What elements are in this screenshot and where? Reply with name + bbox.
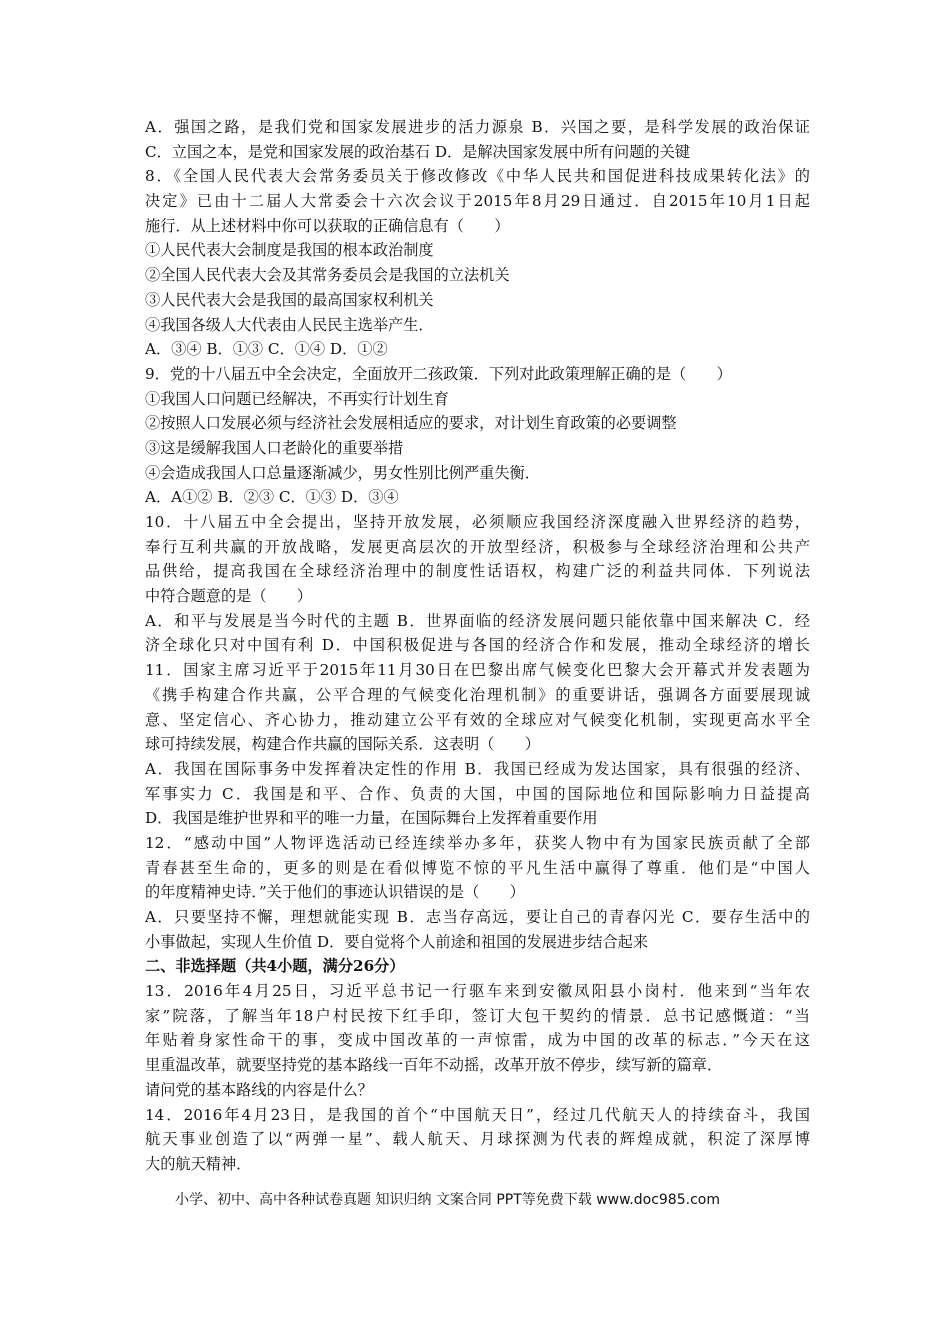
text-line: C．立国之本，是党和国家发展的政治基石 D．是解决国家发展中所有问题的关键 [145, 142, 690, 161]
text-line: 8．《全国人民代表大会常务委员关于修改修改《中华人民共和国促进科技成果转化法》的 [145, 167, 810, 186]
text-line: ③这是缓解我国人口老龄化的重要举措 [145, 438, 404, 457]
document-body [145, 115, 810, 1177]
text-line: 航天事业创造了以“两弹一星”、载人航天、月球探测为代表的辉煌成就，积淀了深厚博 [145, 1130, 810, 1149]
text-line: ①人民代表大会制度是我国的根本政治制度 [145, 241, 434, 260]
text-line: ④我国各级人大代表由人民民主选举产生． [145, 315, 434, 334]
text-line: ③人民代表大会是我国的最高国家权利机关 [145, 290, 434, 309]
text-line: 品供给，提高我国在全球经济治理中的制度性话语权，构建广泛的利益共同体．下列说法 [145, 562, 810, 581]
text-line: 11．国家主席习近平于2015年11月30日在巴黎出席气候变化巴黎大会开幕式并发表题为 [145, 661, 810, 680]
text-line: ②按照人口发展必须与经济社会发展相适应的要求，对计划生育政策的必要调整 [145, 414, 677, 433]
text-line: 请问党的基本路线的内容是什么？ [145, 1080, 373, 1099]
text-line: ②全国人民代表大会及其常务委员会是我国的立法机关 [145, 266, 510, 285]
text-line: 决定》已由十二届人大常委会十六次会议于2015年8月29日通过．自2015年10月1日起 [145, 192, 810, 211]
text-line: 中符合题意的是（ ） [145, 587, 313, 606]
text-line: 青春甚至生命的，更多的则是在看似博览不惊的平凡生活中赢得了尊重．他们是“中国人 [145, 858, 810, 877]
section-heading: 二、非选择题（共4小题，满分26分） [145, 957, 405, 976]
text-line: 10．十八届五中全会提出，坚持开放发展，必须顺应我国经济深度融入世界经济的趋势， [145, 513, 810, 531]
text-line: 的年度精神史诗．”关于他们的事迹认识错误的是（ ） [145, 883, 525, 902]
text-line: A．A①② B．②③ C．①③ D．③④ [145, 488, 399, 507]
text-line: 年贴着身家性命干的事，变成中国改革的一声惊雷，成为中国的改革的标志．”今天在这 [145, 1031, 810, 1050]
text-line: 大的航天精神． [145, 1154, 252, 1173]
text-line: 军事实力 C．我国是和平、合作、负责的大国，中国的国际地位和国际影响力日益提高 [145, 784, 810, 803]
text-line: 14．2016年4月23日，是我国的首个“中国航天日”，经过几代航天人的持续奋斗，我国 [145, 1105, 810, 1124]
page-footer[interactable]: 小学、初中、高中各种试卷真题 知识归纳 文案合同 PPT等免费下载 www.doc985.com [175, 1192, 720, 1208]
text-line: 施行．从上述材料中你可以获取的正确信息有（ ） [145, 216, 510, 235]
text-line: 9．党的十八届五中全会决定，全面放开二孩政策．下列对此政策理解正确的是（ ） [145, 364, 732, 383]
text-line: 意、坚定信心、齐心协力，推动建立公平有效的全球应对气候变化机制，实现更高水平全 [145, 710, 810, 729]
text-line: 家”院落，了解当年18户村民按下红手印，签订大包干契约的情景．总书记感慨道：“当 [145, 1006, 810, 1025]
text-line: A．我国在国际事务中发挥着决定性的作用 B．我国已经成为发达国家，具有很强的经济、 [145, 759, 810, 778]
text-line: 里重温改革，就要坚持党的基本路线一百年不动摇，改革开放不停步，续写新的篇章． [145, 1056, 723, 1075]
text-line: A．③④ B．①③ C．①④ D．①② [145, 340, 388, 359]
text-line: 13．2016年4月25日，习近平总书记一行驱车来到安徽凤阳县小岗村．他来到“当年农 [145, 982, 810, 1001]
text-line: A．只要坚持不懈，理想就能实现 B．志当存高远，要让自己的青春闪光 C．要存生活中的 [145, 908, 810, 926]
text-line: A．和平与发展是当今时代的主题 B．世界面临的经济发展问题只能依靠中国来解决 C．经 [145, 611, 810, 630]
text-line: 《携手构建合作共赢，公平合理的气候变化治理机制》的重要讲话，强调各方面要展现诚 [145, 685, 810, 704]
text-line: A．强国之路，是我们党和国家发展进步的活力源泉 B．兴国之要，是科学发展的政治保证 [145, 118, 810, 136]
text-line: 12．“感动中国”人物评选活动已经连续举办多年，获奖人物中有为国家民族贡献了全部 [145, 833, 810, 852]
text-line: 小事做起，实现人生价值 D．要自觉将个人前途和祖国的发展进步结合起来 [145, 932, 649, 951]
text-line: ①我国人口问题已经解决，不再实行计划生育 [145, 389, 449, 408]
text-line: 球可持续发展，构建合作共赢的国际关系．这表明（ ） [145, 735, 540, 754]
text-line: ④会造成我国人口总量逐渐减少，男女性别比例严重失衡． [145, 463, 540, 482]
text-line: 奉行互利共赢的开放战略，发展更高层次的开放型经济，积极参与全球经济治理和公共产 [145, 537, 810, 556]
text-line: D．我国是维护世界和平的唯一力量，在国际舞台上发挥着重要作用 [145, 809, 598, 828]
text-line: 济全球化只对中国有利 D．中国积极促进与各国的经济合作和发展，推动全球经济的增长 [145, 636, 810, 655]
